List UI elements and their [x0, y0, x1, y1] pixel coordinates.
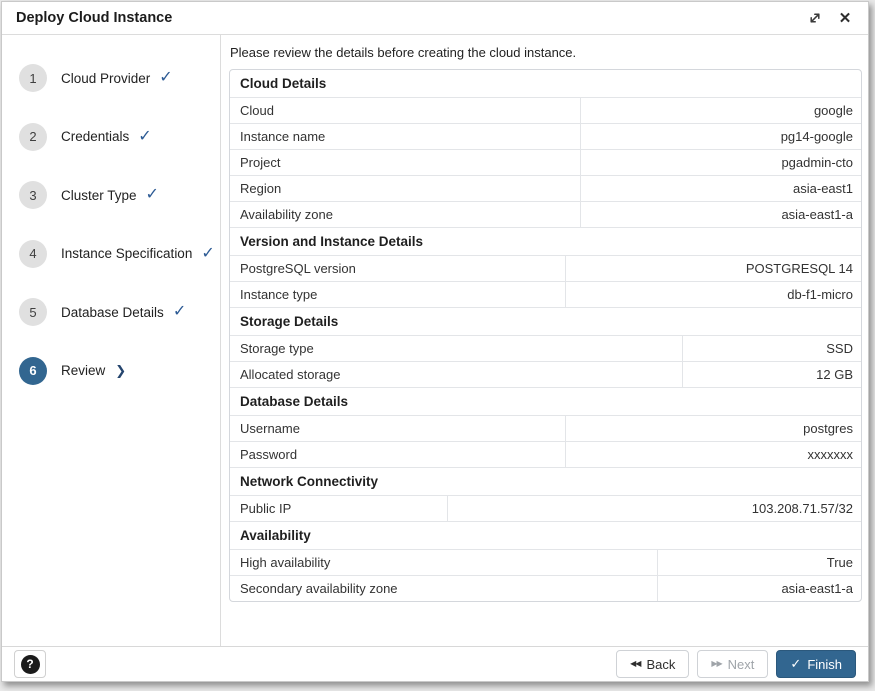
step-number-badge: 6 — [19, 357, 47, 385]
table-row — [230, 123, 861, 149]
step-number-badge: 2 — [19, 123, 47, 151]
deploy-cloud-instance-dialog — [1, 1, 869, 682]
row-value: asia-east1-a — [781, 207, 853, 222]
chevron-right-icon: ❯ — [115, 363, 127, 379]
row-value: google — [813, 103, 853, 118]
table-row — [230, 97, 861, 123]
table-row — [230, 575, 861, 601]
row-label: Availability zone — [230, 202, 581, 227]
row-value: 12 GB — [816, 367, 853, 382]
fast-forward-icon: ▶▶ — [711, 659, 722, 668]
review-section — [230, 70, 861, 227]
step-number-badge: 1 — [19, 64, 47, 92]
next-button[interactable] — [697, 650, 768, 678]
step-label: Instance Specification — [61, 246, 193, 262]
row-label: Region — [230, 176, 581, 201]
row-label: Cloud — [230, 98, 581, 123]
step-number-badge: 3 — [19, 181, 47, 209]
row-value: SSD — [826, 341, 853, 356]
row-value: db-f1-micro — [787, 287, 853, 302]
row-label: PostgreSQL version — [230, 256, 566, 281]
wizard-step-instance-specification — [2, 225, 220, 284]
table-row — [230, 149, 861, 175]
check-icon: ✓ — [172, 303, 187, 321]
table-row — [230, 361, 861, 387]
row-label: Secondary availability zone — [230, 576, 658, 601]
row-label: High availability — [230, 550, 658, 575]
table-row — [230, 549, 861, 575]
section-title: Version and Instance Details — [230, 227, 861, 255]
row-value: asia-east1 — [793, 181, 853, 196]
row-label: Allocated storage — [230, 362, 683, 387]
wizard-step-cloud-provider — [2, 49, 220, 108]
row-value: postgres — [803, 421, 853, 436]
section-title: Storage Details — [230, 307, 861, 335]
table-row — [230, 201, 861, 227]
table-row — [230, 495, 861, 521]
row-value: POSTGRESQL 14 — [745, 261, 853, 276]
back-button-label: Back — [646, 656, 676, 672]
table-row — [230, 255, 861, 281]
row-value: pg14-google — [780, 129, 853, 144]
check-icon: ✓ — [201, 244, 215, 262]
table-row — [230, 335, 861, 361]
finish-button-label: Finish — [807, 656, 842, 672]
table-row — [230, 415, 861, 441]
dialog-body — [2, 35, 868, 646]
table-row — [230, 281, 861, 307]
row-value: pgadmin-cto — [781, 155, 853, 170]
review-section — [230, 521, 861, 601]
row-label: Public IP — [230, 496, 448, 521]
review-panel — [221, 35, 868, 646]
row-label: Instance name — [230, 124, 581, 149]
table-row — [230, 441, 861, 467]
check-icon: ✓ — [159, 69, 173, 87]
review-section — [230, 387, 861, 467]
wizard-step-credentials — [2, 108, 220, 167]
section-title: Availability — [230, 521, 861, 549]
step-number-badge: 4 — [19, 240, 47, 268]
step-number-badge: 5 — [19, 298, 47, 326]
check-icon: ✓ — [138, 127, 152, 145]
step-label: Cloud Provider — [61, 70, 151, 86]
row-value: xxxxxxx — [807, 447, 853, 462]
row-value: True — [826, 555, 853, 570]
next-button-label: Next — [727, 656, 755, 672]
rewind-icon: ◀◀ — [630, 659, 641, 668]
wizard-step-cluster-type — [2, 166, 220, 225]
row-label: Password — [230, 442, 566, 467]
review-section — [230, 467, 861, 521]
close-icon[interactable]: ✕ — [834, 7, 856, 29]
check-icon: ✓ — [145, 186, 159, 204]
maximize-arrows-icon — [808, 11, 822, 25]
row-label: Username — [230, 416, 566, 441]
step-label: Credentials — [61, 129, 130, 145]
review-intro-text: Please review the details before creating the cloud instance. — [230, 45, 577, 60]
wizard-step-review — [2, 342, 220, 401]
row-label: Instance type — [230, 282, 566, 307]
row-value: asia-east1-a — [781, 581, 853, 596]
row-label: Project — [230, 150, 581, 175]
wizard-step-database-details — [2, 283, 220, 342]
step-label: Database Details — [61, 304, 164, 320]
back-button[interactable] — [616, 650, 689, 678]
help-button[interactable] — [14, 650, 46, 678]
wizard-steps-panel — [2, 35, 221, 646]
row-label: Storage type — [230, 336, 683, 361]
step-label: Cluster Type — [61, 187, 137, 203]
section-title: Network Connectivity — [230, 467, 861, 495]
dialog-title: Deploy Cloud Instance — [16, 10, 173, 26]
dialog-footer — [2, 646, 868, 681]
check-icon: ✓ — [790, 656, 802, 671]
help-icon: ? — [21, 655, 40, 674]
review-section — [230, 307, 861, 387]
review-details-table — [229, 69, 862, 602]
section-title: Cloud Details — [240, 76, 327, 91]
table-row — [230, 175, 861, 201]
row-value: 103.208.71.57/32 — [751, 501, 853, 516]
finish-button[interactable] — [776, 650, 856, 678]
section-title: Database Details — [230, 387, 861, 415]
maximize-icon[interactable] — [804, 7, 826, 29]
review-section — [230, 227, 861, 307]
step-label: Review — [61, 363, 106, 379]
dialog-titlebar — [2, 2, 868, 35]
